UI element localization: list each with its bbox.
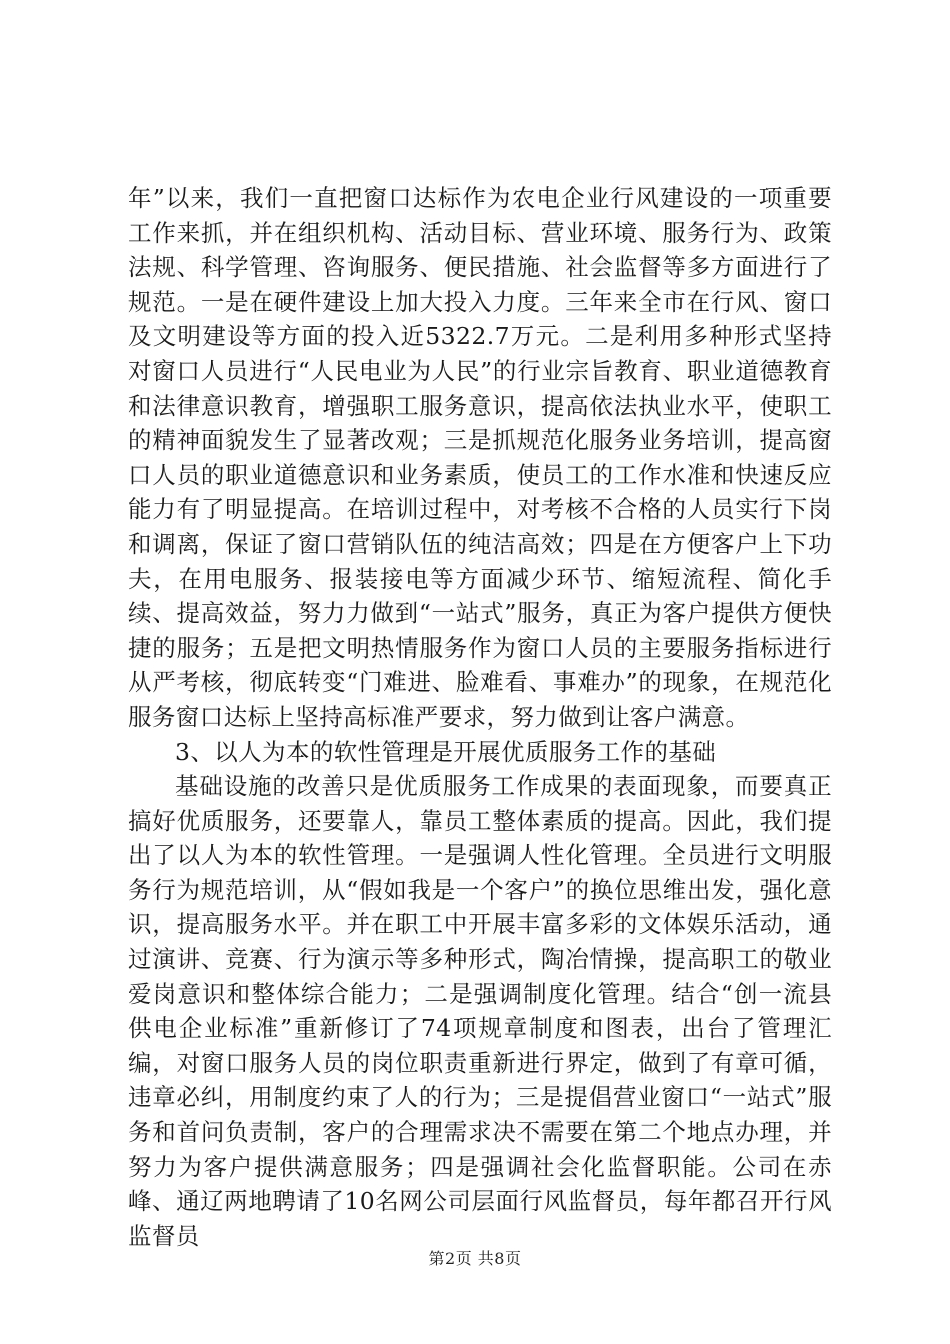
paragraph-continuation: 年”以来，我们一直把窗口达标作为农电企业行风建设的一项重要工作来抓，并在组织机构、活动目标、营业环境、服务行为、政策法规、科学管理、咨询服务、便民措施、社会监督等多方面进行了规范。一是在硬件建设上加大投入力度。三年来全市在行风、窗口及文明建设等方面的投入近5322.7万元。二是利用多种形式坚持对窗口人员进行“人民电业为人民”的行业宗旨教育、职业道德教育和法律意识教育，增强职工服务意识，提高依法执业水平，使职工的精神面貌发生了显著改观；三是抓规范化服务业务培训，提高窗口人员的职业道德意识和业务素质，使员工的工作水准和快速反应能力有了明显提高。在培训过程中，对考核不合格的人员实行下岗和调离，保证了窗口营销队伍的纯洁高效；四是在方便客户上下功夫，在用电服务、报装接电等方面减少环节、缩短流程、简化手续、提高效益，努力力做到“一站式”服务，真正为客户提供方便快捷的服务；五是把文明热情服务作为窗口人员的主要服务指标进行从严考核，彻底转变“门难进、脸难看、事难办”的现象，在规范化服务窗口达标上坚持高标准严要求，努力做到让客户满意。 (128, 184, 832, 731)
page-footer (0, 1246, 950, 1269)
page-number: 第2页 共8页 (428, 1249, 522, 1268)
paragraph-body: 基础设施的改善只是优质服务工作成果的表面现象，而要真正搞好优质服务，还要靠人，靠员工整体素质的提高。因此，我们提出了以人为本的软性管理。一是强调人性化管理。全员进行文明服务行为规范培训，从“假如我是一个客户”的换位思维出发，强化意识，提高服务水平。并在职工中开展丰富多彩的文体娱乐活动，通过演讲、竞赛、行为演示等多种形式，陶冶情操，提高职工的敬业爱岗意识和整体综合能力；二是强调制度化管理。结合“创一流县供电企业标准”重新修订了74项规章制度和图表，出台了管理汇编，对窗口服务人员的岗位职责重新进行界定，做到了有章可循，违章必纠，用制度约束了人的行为；三是提倡营业窗口“一站式”服务和首问负责制，客户的合理需求决不需要在第二个地点办理，并努力为客户提供满意服务；四是强调社会化监督职能。公司在赤峰、通辽两地聘请了10名网公司层面行风监督员，每年都召开行风监督员 (128, 772, 832, 1250)
section-heading: 3、以人为本的软性管理是开展优质服务工作的基础 (175, 737, 717, 766)
document-body (128, 181, 832, 1253)
